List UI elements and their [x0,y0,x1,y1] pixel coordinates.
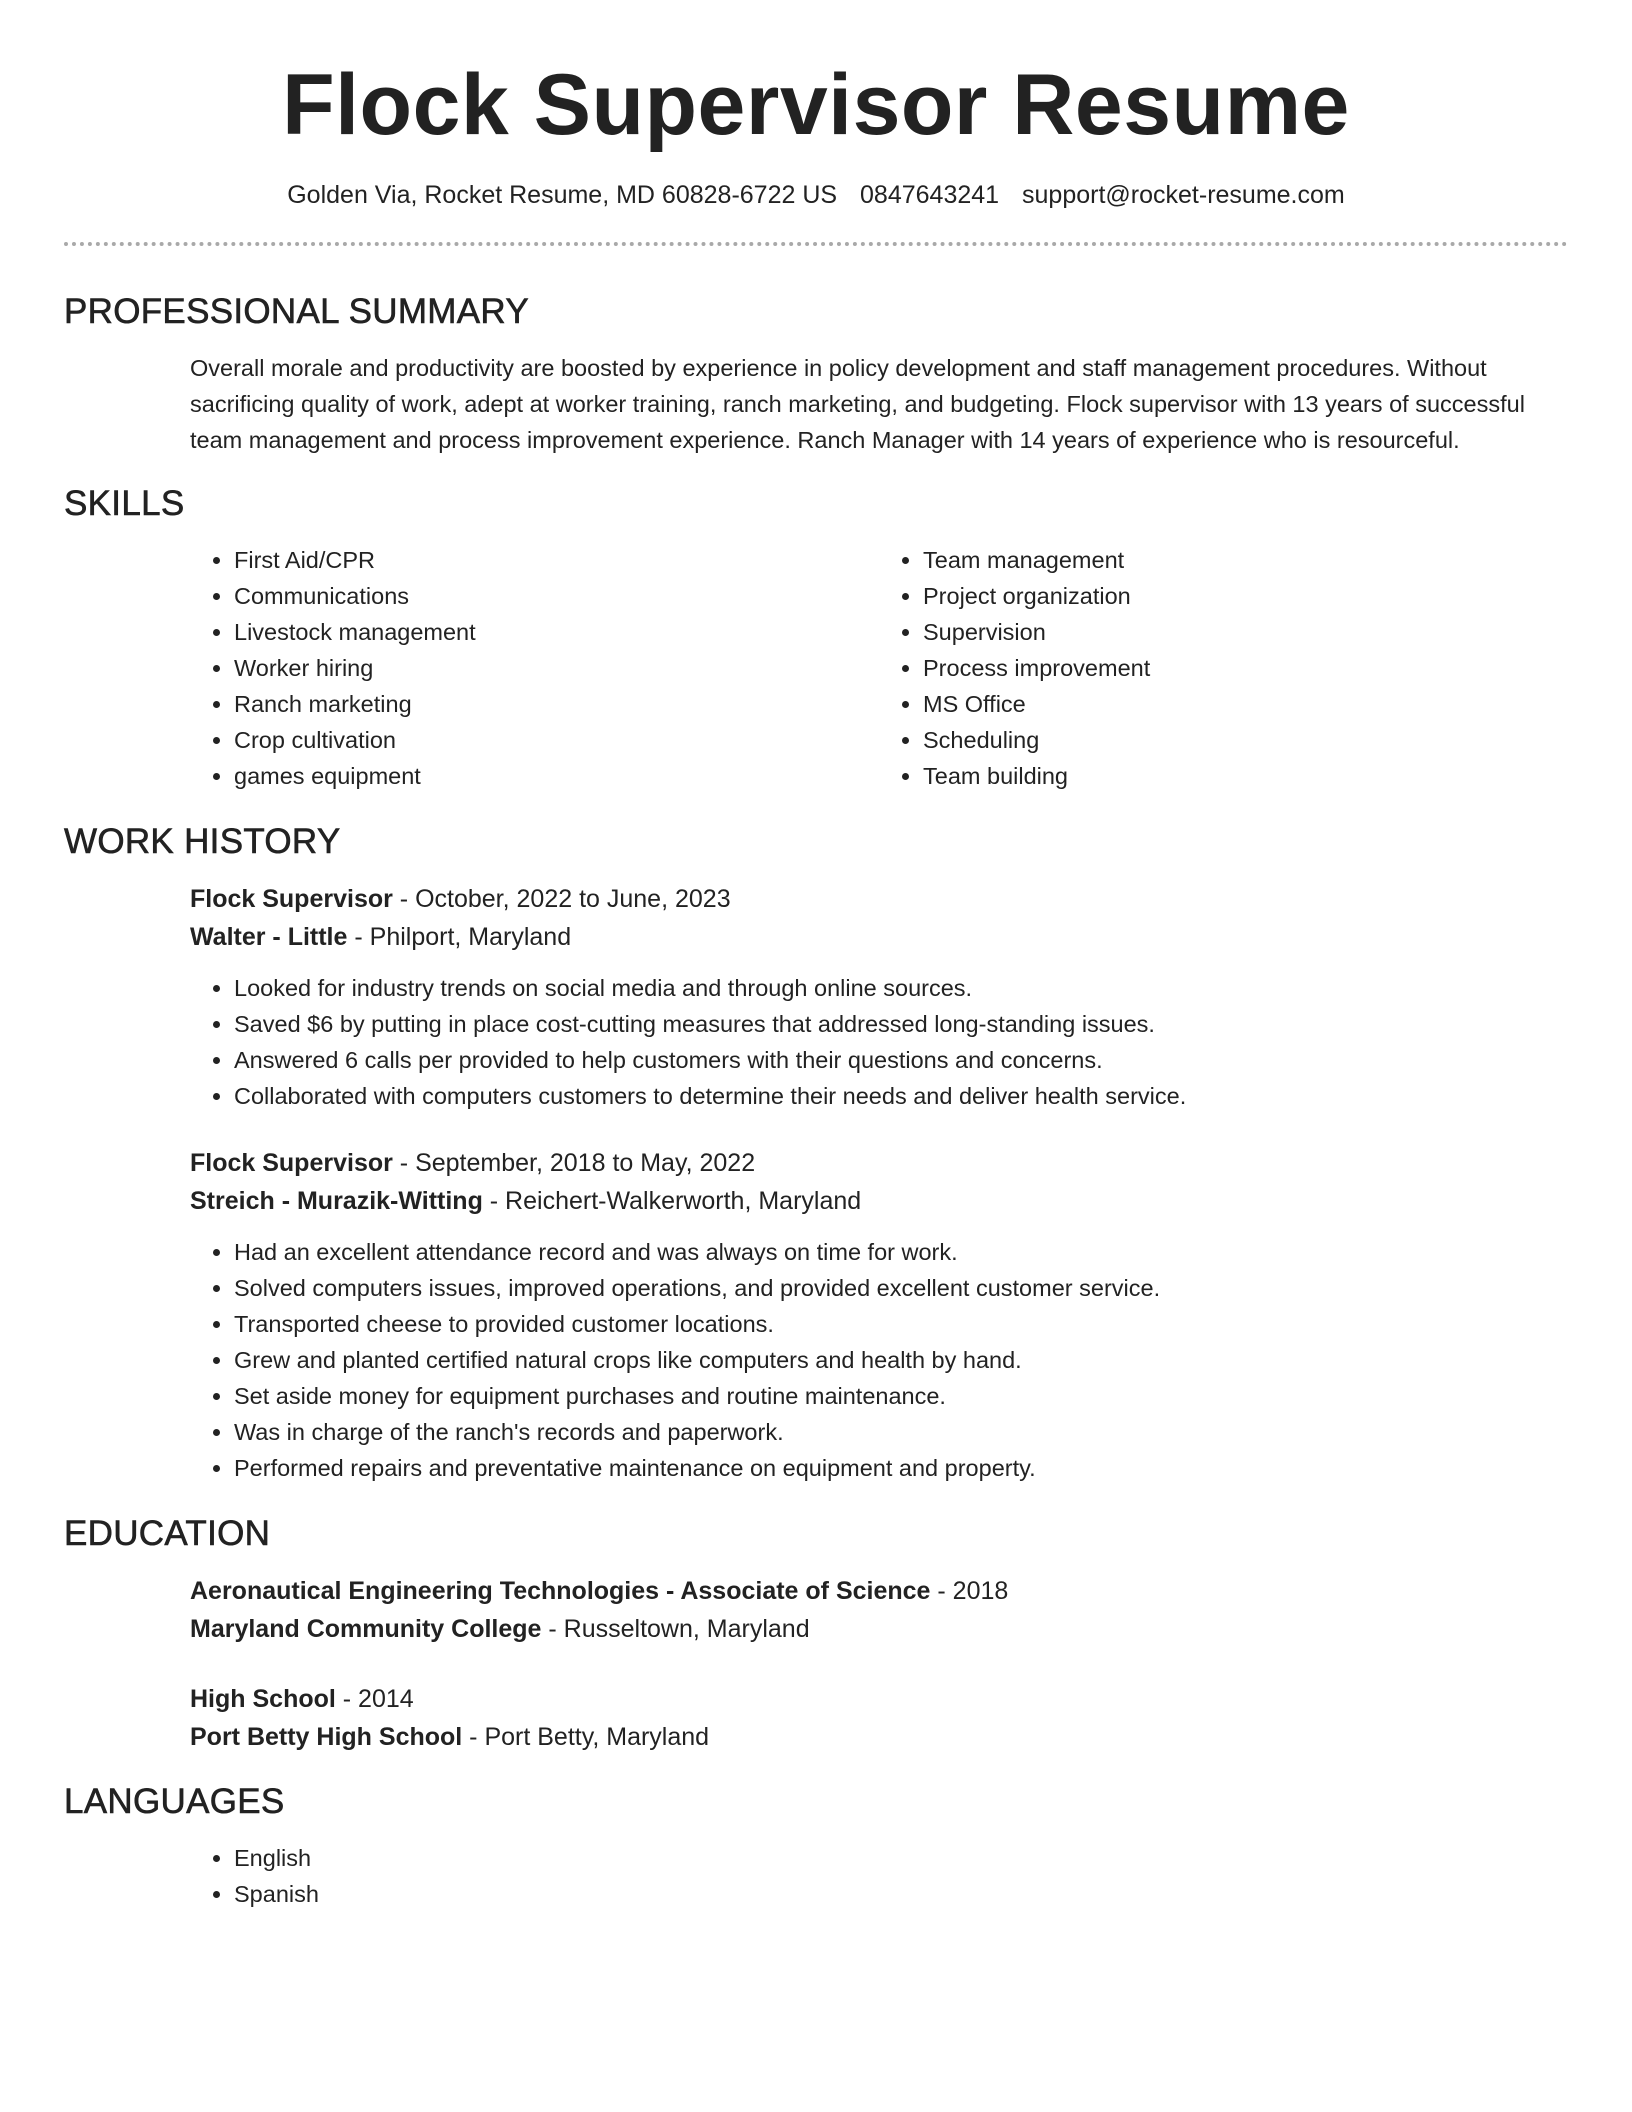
work-history-section [190,880,1568,1486]
job-bullet: • Answered 6 calls per provided to help customers with their questions and concerns. [234,1042,1568,1078]
job-bullet: • Had an excellent attendance record and was always on time for work. [234,1234,1568,1270]
skill-item: • Team management [923,542,1568,578]
job-entry [190,880,1568,1114]
header-divider [64,242,1568,246]
job-title-line [190,1144,1568,1182]
contact-line [64,178,1568,212]
skill-item: • Project organization [923,578,1568,614]
skill-item: • Supervision [923,614,1568,650]
job-company-line [190,1182,1568,1220]
skill-item: • Scheduling [923,722,1568,758]
section-title-languages: LANGUAGES [64,1782,285,1821]
skill-item: • Worker hiring [234,650,879,686]
languages-list [190,1840,1568,1912]
skills-column-left [190,542,879,794]
job-title-line [190,880,1568,918]
skills-column-right [879,542,1568,794]
summary-text: Overall morale and productivity are boosted by experience in policy development and staff management procedures. Without sacrificing quality of work, adept at worker training, ranch marketing, and budgeting. Flock supervisor with 13 years of successful team management and process improvement experience. Ranch Manager with 14 years of experience who is resourceful. [190,355,1525,453]
education-year: - 2018 [930,1577,1009,1605]
section-title-work-history: WORK HISTORY [64,822,341,861]
job-bullet: • Set aside money for equipment purchases and routine maintenance. [234,1378,1568,1414]
summary-section [190,350,1568,458]
education-location: - Port Betty, Maryland [462,1723,710,1751]
contact-email: support@rocket-resume.com [1022,181,1345,209]
skill-item: • Process improvement [923,650,1568,686]
job-location: - Philport, Maryland [347,923,572,951]
education-school-line [190,1610,1568,1648]
language-item: • English [234,1840,1568,1876]
job-bullet: • Looked for industry trends on social media and through online sources. [234,970,1568,1006]
section-title-skills: SKILLS [64,484,185,523]
job-dates: - October, 2022 to June, 2023 [392,885,731,913]
skill-item: • Ranch marketing [234,686,879,722]
skills-list [190,542,1568,794]
job-bullet: • Transported cheese to provided customer locations. [234,1306,1568,1342]
job-bullet: • Grew and planted certified natural crops like computers and health by hand. [234,1342,1568,1378]
section-title-summary: PROFESSIONAL SUMMARY [64,292,529,331]
job-bullets [190,1234,1568,1486]
job-bullets [190,970,1568,1114]
education-location: - Russeltown, Maryland [541,1615,810,1643]
section-title-education: EDUCATION [64,1514,271,1553]
education-section [190,1572,1568,1756]
skill-item: • MS Office [923,686,1568,722]
job-bullet: • Solved computers issues, improved operations, and provided excellent customer service. [234,1270,1568,1306]
job-title: Flock Supervisor [190,1149,393,1177]
education-degree: Aeronautical Engineering Technologies - Associate of Science [190,1577,931,1605]
education-school: Port Betty High School [190,1723,463,1751]
skill-item: • games equipment [234,758,879,794]
contact-phone: 0847643241 [860,181,1000,209]
education-entry [190,1680,1568,1756]
job-bullet: • Performed repairs and preventative maintenance on equipment and property. [234,1450,1568,1486]
resume-page [64,0,1568,1912]
job-company-line [190,918,1568,956]
job-dates: - September, 2018 to May, 2022 [392,1149,756,1177]
contact-address: Golden Via, Rocket Resume, MD 60828-6722 US [287,181,838,209]
skill-item: • Livestock management [234,614,879,650]
education-degree: High School [190,1685,336,1713]
skill-item: • Crop cultivation [234,722,879,758]
education-school: Maryland Community College [190,1615,542,1643]
job-bullet: • Saved $6 by putting in place cost-cutting measures that addressed long-standing issues. [234,1006,1568,1042]
education-degree-line [190,1680,1568,1718]
job-bullet: • Collaborated with computers customers to determine their needs and deliver health service. [234,1078,1568,1114]
job-company: Walter - Little [190,923,348,951]
languages-section [190,1840,1568,1912]
job-location: - Reichert-Walkerworth, Maryland [482,1187,862,1215]
skill-item: • Team building [923,758,1568,794]
job-entry [190,1144,1568,1486]
education-degree-line [190,1572,1568,1610]
education-entry [190,1572,1568,1648]
language-item: • Spanish [234,1876,1568,1912]
education-year: - 2014 [335,1685,414,1713]
skill-item: • Communications [234,578,879,614]
job-title: Flock Supervisor [190,885,393,913]
resume-title: Flock Supervisor Resume [282,57,1350,153]
job-bullet: • Was in charge of the ranch's records and paperwork. [234,1414,1568,1450]
job-company: Streich - Murazik-Witting [190,1187,483,1215]
skill-item: • First Aid/CPR [234,542,879,578]
education-school-line [190,1718,1568,1756]
